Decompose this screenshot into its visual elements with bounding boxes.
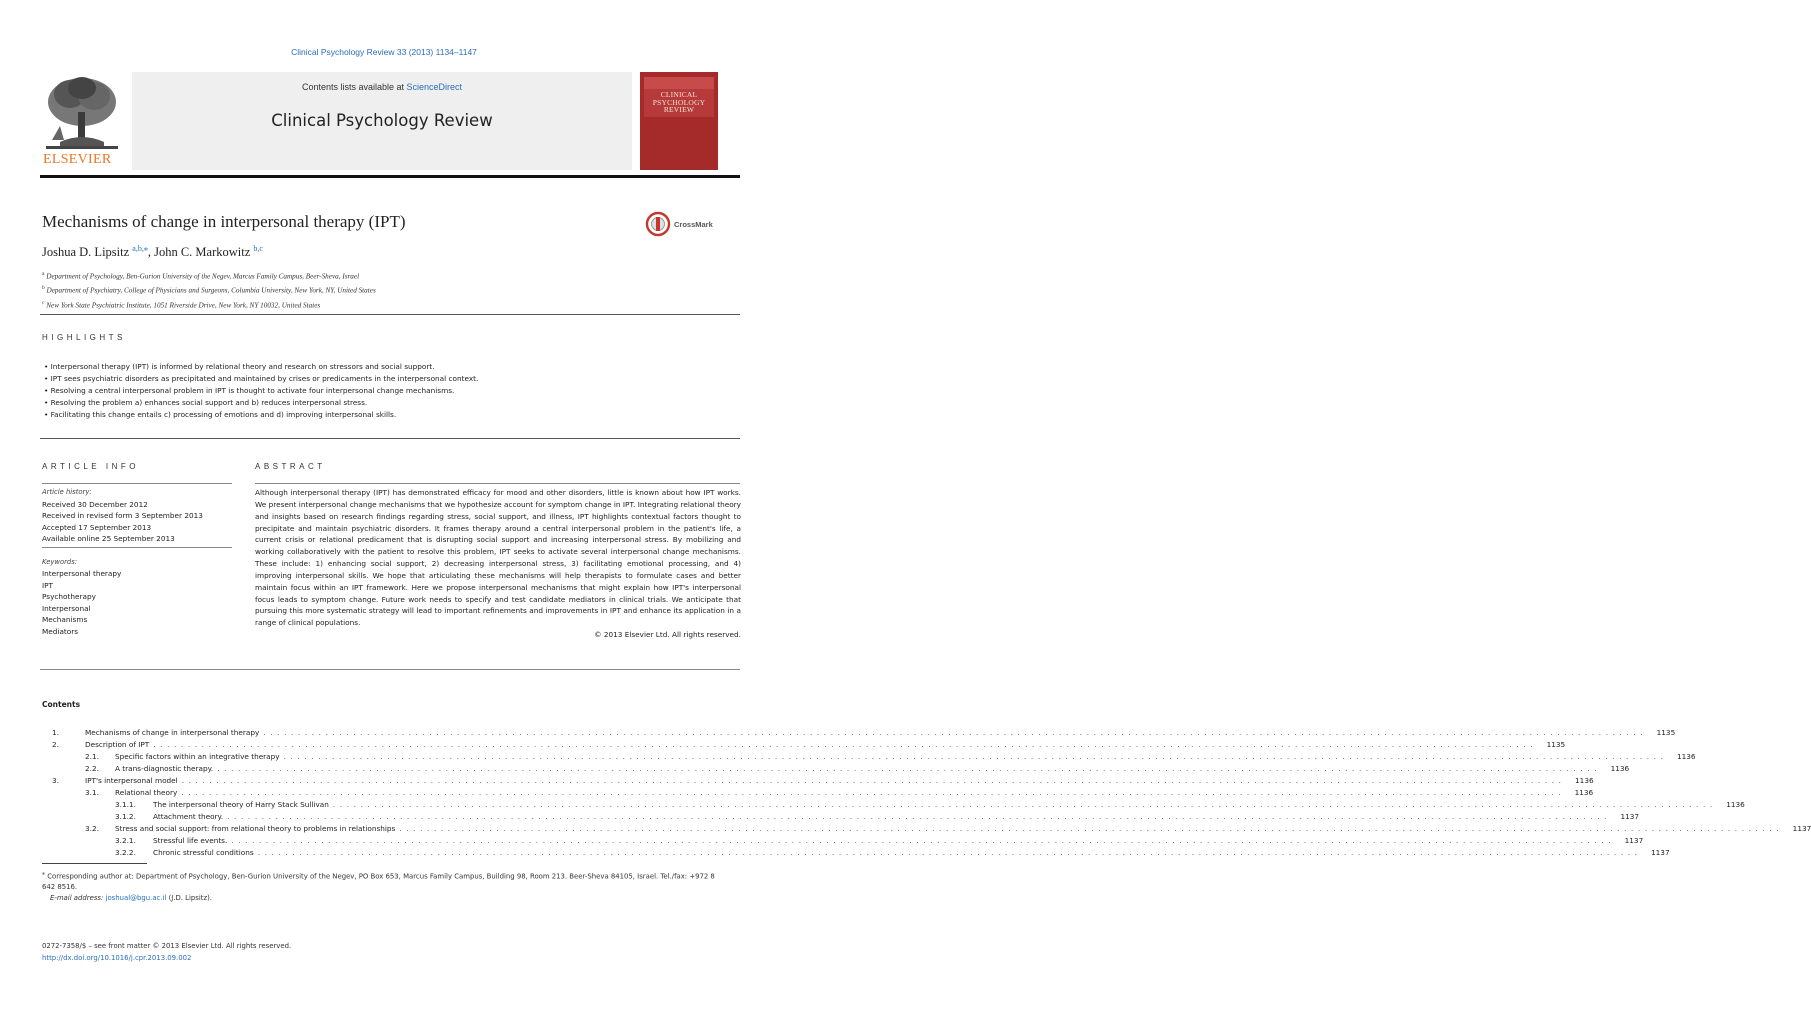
toc-page-number: 1135 — [1647, 727, 1675, 739]
toc-page-number: 1135 — [1537, 739, 1565, 751]
journal-masthead — [132, 72, 632, 170]
toc-page-number: 1136 — [1566, 775, 1594, 787]
keyword-item: Interpersonal therapy — [42, 569, 122, 578]
article-info — [42, 487, 232, 637]
crossmark-label: CrossMark — [674, 219, 713, 229]
cover-title-line: PSYCHOLOGY — [652, 97, 706, 107]
affiliation-mark: a — [42, 271, 45, 277]
author-line: Joshua D. Lipsitz $^{a,b,⁎}$, John C. Markowitz $^{b,c}$ — [42, 244, 263, 260]
toc-number: 3.1.2. — [115, 812, 136, 821]
toc-title[interactable]: The interpersonal theory of Harry Stack Sullivan — [153, 799, 333, 811]
keywords-label: Keywords: — [42, 557, 78, 566]
toc-leader-dots: ........................................................................................................................................................................................................ — [263, 728, 1648, 737]
toc-page-number: 1136 — [1668, 751, 1696, 763]
toc-page-number: 1137 — [1642, 847, 1670, 859]
affiliations — [42, 268, 376, 311]
toc-entry[interactable] — [42, 739, 1566, 751]
elsevier-wordmark: ELSEVIER — [43, 152, 112, 167]
abstract-copyright: © 2013 Elsevier Ltd. All rights reserved. — [594, 630, 741, 640]
toc-number: 3.2.2. — [115, 848, 136, 857]
journal-reference-link[interactable]: Clinical Psychology Review 33 (2013) 1134–1147 — [291, 47, 477, 57]
toc-number: 2. — [52, 740, 59, 749]
section-divider — [40, 438, 740, 439]
toc-title[interactable]: A trans-diagnostic therapy. — [115, 763, 217, 775]
doi-link[interactable]: http://dx.doi.org/10.1016/j.cpr.2013.09.002 — [42, 954, 192, 962]
toc-leader-dots: ........................................................................................................................................................................................................ — [181, 788, 1566, 797]
journal-homepage-title[interactable]: Clinical Psychology Review — [271, 111, 493, 130]
header-divider — [40, 175, 740, 178]
history-item: Received 30 December 2012 — [42, 499, 148, 509]
section-divider — [40, 669, 740, 670]
article-title: Mechanisms of change in interpersonal therapy (IPT) — [42, 212, 406, 231]
affiliation-text: New York State Psychiatric Institute, 1051 Riverside Drive, New York, NY 10032, United States — [46, 301, 321, 310]
author-affiliation-marks[interactable]: a,b,⁎ — [132, 244, 148, 253]
elsevier-tree-icon — [40, 72, 124, 152]
contents-heading: Contents — [42, 700, 81, 709]
footnote-divider — [42, 863, 147, 864]
abstract-text: Although interpersonal therapy (IPT) has demonstrated efficacy for mood and other disorders, little is known about how IPT works. We present interpersonal change mechanisms that we hypothesize account for symptom change in IPT. Integrating relational theory and insights based on research findings regarding stress, social support, and illness, IPT highlights contextual factors thought to precipitate and maintain psychiatric disorders. It frames therapy around a central interpersonal problem in the patient's life, a current crisis or relational predicament that is disrupting social support and increasing interpersonal stress. By mobilizing and working collaboratively with the patient to resolve this problem, IPT seeks to activate several interpersonal change mechanisms. These include: 1) enhancing social support, 2) decreasing interpersonal stress, 3) facilitating emotional processing, and 4) improving interpersonal skills. We hope that articulating these mechanisms will help therapists to formulate cases and better maintain focus within an IPT framework. Here we propose interpersonal mechanisms that might explain how IPT's interpersonal focus leads to symptom change. Future work needs to specify and test candidate mediators in clinical trials. We anticipate that pursuing this more systematic strategy will lead to important refinements and improvements in IPT and enhance its application in a range of clinical populations. — [255, 488, 741, 628]
email-note — [42, 893, 722, 904]
corresponding-author-note — [42, 868, 722, 893]
article-info-heading: ARTICLE INFO — [42, 462, 139, 471]
footnotes — [42, 868, 722, 904]
history-item: Received in revised form 3 September 2013 — [42, 511, 203, 520]
toc-leader-dots: ........................................................................................................................................................................................................ — [217, 764, 1602, 773]
abstract — [255, 487, 741, 641]
toc-entry[interactable] — [42, 787, 1594, 799]
toc-title[interactable]: Chronic stressful conditions — [153, 847, 258, 859]
toc-entry[interactable] — [42, 727, 1676, 739]
toc-page-number: 1136 — [1565, 787, 1593, 799]
toc-number: 3.2.1. — [115, 836, 136, 845]
article-history-label: Article history: — [42, 488, 92, 496]
issn-block — [42, 940, 291, 964]
journal-header-banner — [40, 72, 740, 170]
toc-page-number: 1136 — [1717, 799, 1745, 811]
toc-page-number: 1137 — [1783, 823, 1811, 835]
toc-leader-dots: ........................................................................................................................................................................................................ — [399, 824, 1784, 833]
toc-title[interactable]: Relational theory — [115, 787, 181, 799]
toc-title[interactable]: Mechanisms of change in interpersonal therapy — [85, 727, 263, 739]
contents-available-text: Contents lists available at — [301, 82, 407, 92]
toc-entry[interactable] — [42, 775, 1594, 787]
toc-title[interactable]: IPT's interpersonal model — [85, 775, 182, 787]
toc-number: 1. — [52, 728, 59, 737]
toc-number: 3. — [52, 776, 59, 785]
history-item: Accepted 17 September 2013 — [42, 522, 152, 532]
abstract-heading: ABSTRACT — [255, 462, 326, 471]
cover-title-line: REVIEW — [663, 105, 695, 114]
elsevier-logo[interactable] — [40, 72, 124, 170]
affiliation-item — [42, 268, 376, 282]
crossmark-icon — [646, 212, 670, 236]
affiliation-text: Department of Psychology, Ben-Gurion University of the Negev, Marcus Family Campus, Beer-Sheva, Israel — [46, 272, 360, 281]
toc-title[interactable]: Stressful life events. — [153, 835, 231, 847]
contents-available-line — [132, 82, 632, 92]
toc-entry[interactable] — [42, 763, 1630, 775]
sciencedirect-link[interactable]: ScienceDirect — [406, 82, 463, 92]
affiliation-text: Department of Psychiatry, College of Physicians and Surgeons, Columbia University, New York, NY, United States — [46, 286, 376, 295]
toc-entry[interactable] — [42, 847, 1670, 859]
issn-line: 0272-7358/$ – see front matter © 2013 Elsevier Ltd. All rights reserved. — [42, 942, 292, 950]
author-affiliation-marks[interactable]: b,c — [253, 244, 263, 253]
email-label: E-mail address: — [50, 894, 104, 903]
toc-leader-dots: ........................................................................................................................................................................................................ — [283, 752, 1668, 761]
highlight-item: • Facilitating this change entails c) processing of emotions and d) improving interpersonal skills. — [44, 410, 397, 420]
keyword-item: Mechanisms — [42, 615, 88, 624]
toc-leader-dots: ........................................................................................................................................................................................................ — [181, 776, 1566, 785]
toc-page-number: 1137 — [1611, 811, 1639, 823]
affiliation-item — [42, 297, 376, 311]
author-name[interactable]: John C. Markowitz — [154, 245, 251, 260]
footnote-star: ⁎ — [42, 870, 45, 877]
cover-title-block — [644, 77, 714, 117]
highlight-item: • IPT sees psychiatric disorders as precipitated and maintained by crises or predicaments in the interpersonal context. — [44, 374, 479, 384]
toc-leader-dots: ........................................................................................................................................................................................................ — [257, 848, 1642, 857]
toc-number: 3.2. — [85, 824, 99, 833]
toc-leader-dots: ........................................................................................................................................................................................................ — [231, 836, 1616, 845]
email-suffix: (J.D. Lipsitz). — [166, 894, 212, 903]
cover-title-line: CLINICAL — [660, 90, 698, 99]
author-name[interactable]: Joshua D. Lipsitz — [42, 245, 130, 260]
toc-number: 3.1.1. — [115, 800, 136, 809]
author-email-link[interactable]: joshual@bgu.ac.il — [105, 894, 167, 903]
toc-title[interactable]: Specific factors within an integrative therapy — [115, 751, 284, 763]
keyword-item: Psychotherapy — [42, 592, 96, 601]
affiliation-mark: c — [42, 299, 45, 306]
crossmark-button[interactable] — [646, 212, 713, 236]
toc-page-number: 1136 — [1601, 763, 1629, 775]
keyword-item: IPT — [42, 580, 54, 590]
toc-entry[interactable] — [42, 751, 1696, 763]
toc-title[interactable]: Attachment theory. — [153, 811, 227, 823]
table-of-contents — [42, 727, 1811, 859]
toc-leader-dots: ........................................................................................................................................................................................................ — [227, 812, 1612, 821]
keyword-item: Mediators — [42, 626, 79, 636]
toc-number: 2.1. — [85, 752, 99, 761]
corresponding-author-text: Corresponding author at: Department of Psychology, Ben-Gurion University of the Negev, PO Box 653, Marcus Family Campus, Building 98, Room 213. Beer-Sheva 84105, Israel. Tel./fax: +972 8 642 8516. — [42, 872, 715, 892]
cover-stripe — [644, 77, 714, 89]
abstract-divider — [255, 483, 740, 484]
history-item: Available online 25 September 2013 — [42, 534, 175, 543]
toc-entry[interactable] — [42, 835, 1644, 847]
highlight-item: • Interpersonal therapy (IPT) is informed by relational theory and research on stressors and social support. — [44, 362, 435, 371]
highlight-item: • Resolving the problem a) enhances social support and b) reduces interpersonal stress. — [44, 398, 368, 408]
article-info-divider — [42, 483, 232, 484]
toc-title[interactable]: Description of IPT — [85, 739, 153, 751]
toc-entry[interactable] — [42, 811, 1640, 823]
keyword-item: Interpersonal — [42, 603, 91, 613]
toc-leader-dots: ........................................................................................................................................................................................................ — [153, 740, 1538, 749]
highlight-item: • Resolving a central interpersonal problem in IPT is thought to activate four interpersonal change mechanisms. — [44, 386, 455, 396]
toc-title[interactable]: Stress and social support: from relational theory to problems in relationships — [115, 823, 399, 835]
toc-entry[interactable] — [42, 799, 1745, 811]
affiliation-mark: b — [42, 285, 45, 292]
toc-number: 3.1. — [85, 788, 99, 797]
section-divider — [40, 314, 740, 315]
toc-page-number: 1137 — [1615, 835, 1643, 847]
toc-leader-dots: ........................................................................................................................................................................................................ — [332, 800, 1717, 809]
toc-entry[interactable] — [42, 823, 1811, 835]
affiliation-item — [42, 282, 376, 296]
highlights-list — [44, 361, 478, 421]
highlights-heading: HIGHLIGHTS — [42, 333, 126, 342]
toc-number: 2.2. — [85, 764, 99, 773]
journal-cover-thumbnail[interactable] — [640, 72, 718, 170]
